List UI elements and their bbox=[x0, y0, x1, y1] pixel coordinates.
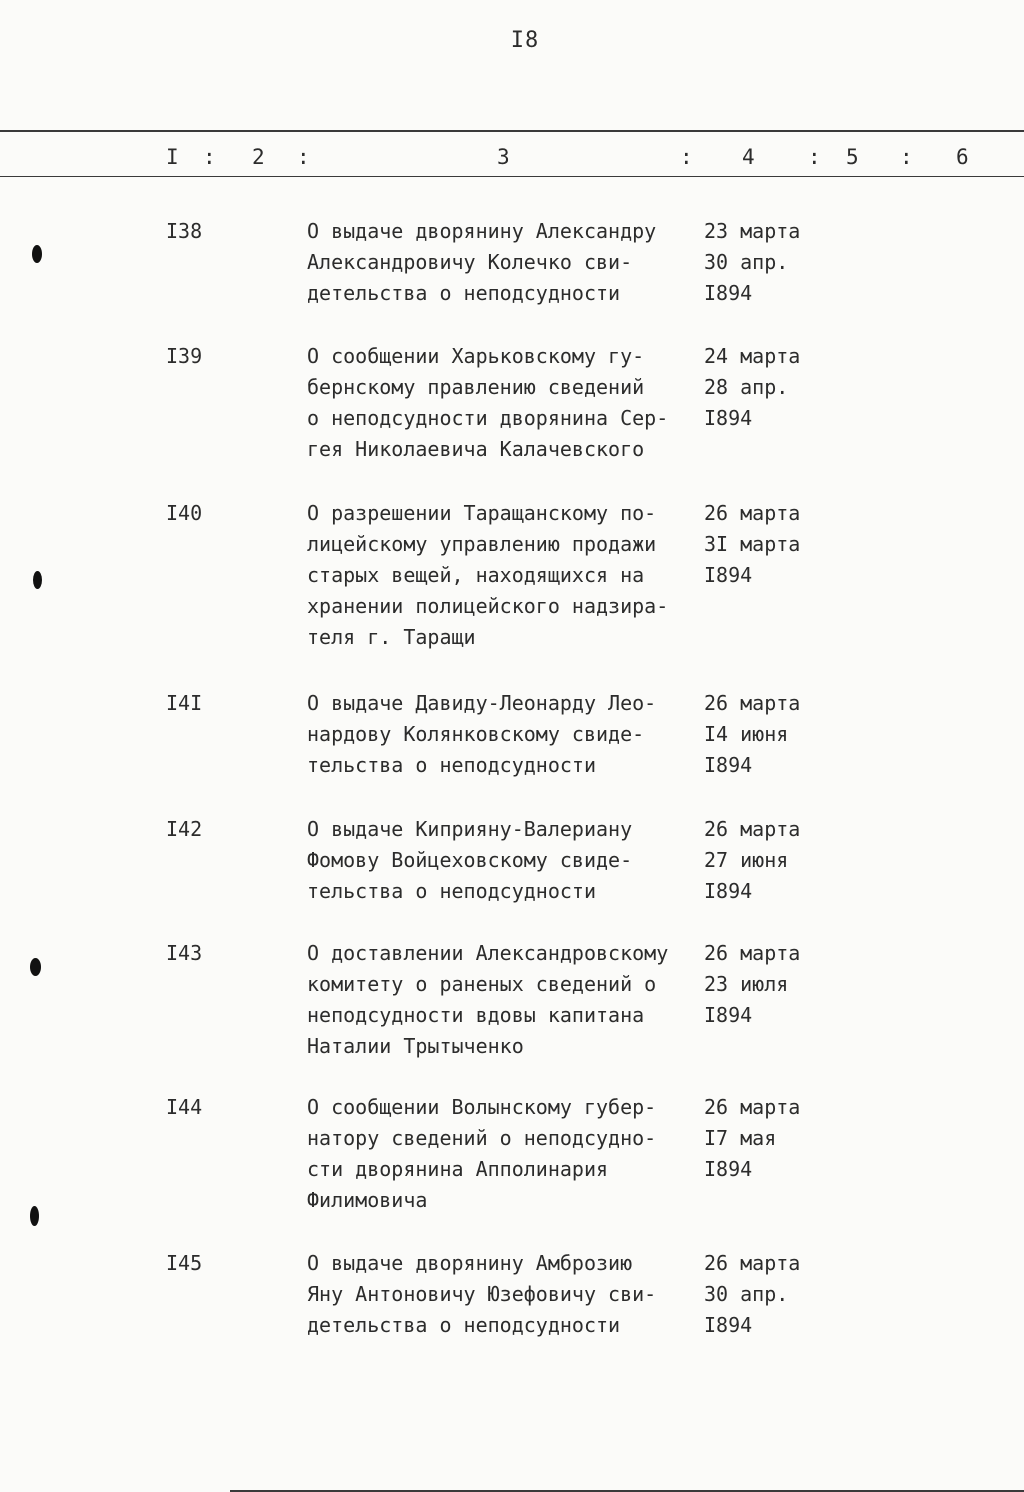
punch-hole-mark bbox=[30, 1206, 39, 1226]
year: I894 bbox=[704, 1313, 753, 1337]
start-date: 26 марта bbox=[704, 501, 801, 525]
entry-number: I43 bbox=[166, 941, 203, 965]
year: I894 bbox=[704, 879, 753, 903]
description-line: неподсудности вдовы капитана bbox=[307, 1003, 645, 1027]
end-date: 27 июня bbox=[704, 848, 789, 872]
punch-hole-mark bbox=[30, 958, 41, 976]
header-top-rule bbox=[0, 130, 1024, 132]
entry-number: I42 bbox=[166, 817, 203, 841]
description-line: лицейскому управлению продажи bbox=[307, 532, 657, 556]
entry-dates bbox=[704, 498, 824, 591]
year: I894 bbox=[704, 1157, 753, 1181]
description-line: о неподсудности дворянина Сер- bbox=[307, 406, 669, 430]
entry-number: I44 bbox=[166, 1095, 203, 1119]
column-separator: : bbox=[900, 145, 913, 169]
column-header-2: 2 bbox=[252, 145, 265, 169]
description-line: О выдаче Киприяну-Валериану bbox=[307, 817, 633, 841]
description-line: О разрешении Таращанскому по- bbox=[307, 501, 657, 525]
entry-number: I4I bbox=[166, 691, 203, 715]
description-line: О выдаче дворянину Амброзию bbox=[307, 1251, 633, 1275]
description-line: Александровичу Колечко сви- bbox=[307, 250, 633, 274]
description-line: сти дворянина Апполинария bbox=[307, 1157, 609, 1181]
entry-number: I40 bbox=[166, 501, 203, 525]
description-line: О выдаче Давиду-Леонарду Лео- bbox=[307, 691, 657, 715]
column-separator: : bbox=[680, 145, 693, 169]
end-date: 23 июля bbox=[704, 972, 789, 996]
entry-dates bbox=[704, 688, 824, 781]
header-bottom-rule bbox=[0, 176, 1024, 177]
entry-description bbox=[307, 341, 702, 465]
description-line: тельства о неподсудности bbox=[307, 753, 596, 777]
description-line: хранении полицейского надзира- bbox=[307, 594, 669, 618]
entry-description bbox=[307, 1092, 702, 1216]
entry-number: I45 bbox=[166, 1251, 203, 1275]
description-line: детельства о неподсудности bbox=[307, 1313, 621, 1337]
column-header-3: 3 bbox=[497, 145, 510, 169]
column-separator: : bbox=[203, 145, 216, 169]
description-line: О доставлении Александровскому bbox=[307, 941, 669, 965]
description-line: бернскому правлению сведений bbox=[307, 375, 645, 399]
start-date: 23 марта bbox=[704, 219, 801, 243]
entry-dates bbox=[704, 341, 824, 434]
description-line: натору сведений о неподсудно- bbox=[307, 1126, 657, 1150]
entry-dates bbox=[704, 1092, 824, 1185]
description-line: Наталии Трытыченко bbox=[307, 1034, 524, 1058]
column-header-5: 5 bbox=[846, 145, 859, 169]
end-date: I4 июня bbox=[704, 722, 789, 746]
description-line: старых вещей, находящихся на bbox=[307, 563, 645, 587]
entry-number: I38 bbox=[166, 219, 203, 243]
column-header-row bbox=[0, 145, 1024, 171]
entry-description bbox=[307, 498, 702, 653]
description-line: гея Николаевича Калачевского bbox=[307, 437, 645, 461]
start-date: 24 марта bbox=[704, 344, 801, 368]
start-date: 26 марта bbox=[704, 691, 801, 715]
description-line: Фомову Войцеховскому свиде- bbox=[307, 848, 633, 872]
entry-description bbox=[307, 814, 702, 907]
entry-description bbox=[307, 688, 702, 781]
entry-number: I39 bbox=[166, 344, 203, 368]
start-date: 26 марта bbox=[704, 941, 801, 965]
description-line: теля г. Таращи bbox=[307, 625, 476, 649]
description-line: тельства о неподсудности bbox=[307, 879, 596, 903]
year: I894 bbox=[704, 753, 753, 777]
year: I894 bbox=[704, 1003, 753, 1027]
entry-description bbox=[307, 216, 702, 309]
entry-dates bbox=[704, 1248, 824, 1341]
description-line: комитету о раненых сведений о bbox=[307, 972, 657, 996]
description-line: О выдаче дворянину Александру bbox=[307, 219, 657, 243]
end-date: I7 мая bbox=[704, 1126, 777, 1150]
description-line: детельства о неподсудности bbox=[307, 281, 621, 305]
description-line: Филимовича bbox=[307, 1188, 428, 1212]
description-line: О сообщении Харьковскому гу- bbox=[307, 344, 645, 368]
start-date: 26 марта bbox=[704, 1095, 801, 1119]
end-date: 30 апр. bbox=[704, 1282, 789, 1306]
description-line: О сообщении Волынскому губер- bbox=[307, 1095, 657, 1119]
year: I894 bbox=[704, 563, 753, 587]
page-number: I8 bbox=[510, 28, 540, 53]
column-header-1: I bbox=[166, 145, 179, 169]
entry-description bbox=[307, 938, 702, 1062]
end-date: 30 апр. bbox=[704, 250, 789, 274]
column-separator: : bbox=[297, 145, 310, 169]
entry-dates bbox=[704, 938, 824, 1031]
description-line: нардову Колянковскому свиде- bbox=[307, 722, 645, 746]
entry-dates bbox=[704, 814, 824, 907]
year: I894 bbox=[704, 281, 753, 305]
entry-description bbox=[307, 1248, 702, 1341]
start-date: 26 марта bbox=[704, 817, 801, 841]
end-date: 3I марта bbox=[704, 532, 801, 556]
entry-dates bbox=[704, 216, 824, 309]
column-header-4: 4 bbox=[742, 145, 755, 169]
column-separator: : bbox=[808, 145, 821, 169]
column-header-6: 6 bbox=[956, 145, 969, 169]
punch-hole-mark bbox=[33, 571, 42, 589]
end-date: 28 апр. bbox=[704, 375, 789, 399]
start-date: 26 марта bbox=[704, 1251, 801, 1275]
punch-hole-mark bbox=[32, 245, 42, 263]
year: I894 bbox=[704, 406, 753, 430]
description-line: Яну Антоновичу Юзефовичу сви- bbox=[307, 1282, 657, 1306]
